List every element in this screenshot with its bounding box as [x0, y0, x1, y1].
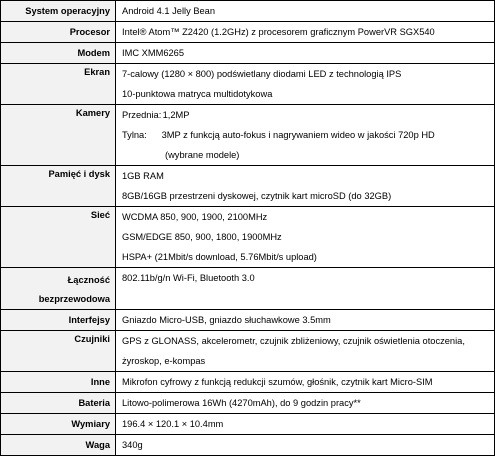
- table-row: [1, 1, 495, 22]
- value-line: HSPA+ (21Mbit/s download, 5.76Mbit/s upload): [122, 252, 317, 262]
- row-value: [116, 268, 495, 310]
- value-line: IMC XMM6265: [122, 48, 184, 58]
- row-label: Wymiary: [1, 414, 116, 435]
- row-value: [116, 435, 495, 456]
- camera-rear-key: Tylna:: [122, 130, 147, 140]
- table-row: [1, 268, 495, 310]
- row-label: Bateria: [1, 393, 116, 414]
- value-line: 8GB/16GB przestrzeni dyskowej, czytnik kart microSD (do 32GB): [122, 191, 392, 201]
- camera-rear-value: 3MP z funkcją auto-fokus i nagrywaniem wideo w jakości 720p HD: [161, 130, 435, 140]
- value-line: 340g: [122, 440, 143, 450]
- value-line: 7-calowy (1280 × 800) podświetlany diodami LED z technologią IPS: [122, 69, 402, 79]
- value-line: 196.4 × 120.1 × 10.4mm: [122, 419, 224, 429]
- value-line: GPS z GLONASS, akcelerometr, czujnik zbliżeniowy, czujnik oświetlenia otoczenia,: [122, 336, 465, 346]
- row-value: [116, 331, 495, 372]
- row-value: [116, 393, 495, 414]
- label-line: bezprzewodowa: [38, 294, 110, 304]
- row-value: [116, 414, 495, 435]
- row-value: [116, 64, 495, 105]
- row-label: Inne: [1, 372, 116, 393]
- row-label: [1, 268, 116, 310]
- table-row: [1, 435, 495, 456]
- value-line: Intel® Atom™ Z2420 (1.2GHz) z procesorem graficznym PowerVR SGX540: [122, 27, 435, 37]
- value-line: Gniazdo Micro-USB, gniazdo słuchawkowe 3.5mm: [122, 315, 331, 325]
- table-row: [1, 414, 495, 435]
- table-row: [1, 207, 495, 268]
- table-row: [1, 105, 495, 166]
- row-value: [116, 310, 495, 331]
- row-value: [116, 372, 495, 393]
- row-label: Waga: [1, 435, 116, 456]
- value-line: WCDMA 850, 900, 1900, 2100MHz: [122, 212, 268, 222]
- value-line: 10-punktowa matryca multidotykowa: [122, 89, 273, 99]
- value-line: 1GB RAM: [122, 171, 164, 181]
- table-row: [1, 43, 495, 64]
- row-label: Procesor: [1, 22, 116, 43]
- row-label: Modem: [1, 43, 116, 64]
- row-label: Ekran: [1, 64, 116, 105]
- row-value: [116, 166, 495, 207]
- table-row: [1, 393, 495, 414]
- row-label: Czujniki: [1, 331, 116, 372]
- value-line: GSM/EDGE 850, 900, 1800, 1900MHz: [122, 232, 282, 242]
- row-value: [116, 207, 495, 268]
- row-label: Pamięć i dysk: [1, 166, 116, 207]
- label-line: Łączność: [67, 275, 110, 285]
- row-label: System operacyjny: [1, 1, 116, 22]
- value-line: 802.11b/g/n Wi-Fi, Bluetooth 3.0: [122, 273, 255, 283]
- camera-front-line: [122, 105, 490, 125]
- camera-front-value: 1,2MP: [162, 110, 190, 120]
- table-row: [1, 372, 495, 393]
- value-line: Litowo-polimerowa 16Wh (4270mAh), do 9 godzin pracy**: [122, 398, 361, 408]
- value-line: Mikrofon cyfrowy z funkcją redukcji szumów, głośnik, czytnik kart Micro-SIM: [122, 377, 433, 387]
- table-row: [1, 166, 495, 207]
- row-value: [116, 43, 495, 64]
- camera-rear-note: (wybrane modele): [165, 150, 240, 160]
- table-row: [1, 331, 495, 372]
- row-value: [116, 22, 495, 43]
- row-value: [116, 1, 495, 22]
- value-line: Android 4.1 Jelly Bean: [122, 6, 216, 16]
- row-value: [116, 105, 495, 166]
- value-line: żyroskop, e-kompas: [122, 356, 206, 366]
- table-row: [1, 22, 495, 43]
- table-row: [1, 310, 495, 331]
- row-label: Interfejsy: [1, 310, 116, 331]
- camera-front-key: Przednia:: [122, 110, 162, 120]
- row-label: Sieć: [1, 207, 116, 268]
- row-label: Kamery: [1, 105, 116, 166]
- table-row: [1, 64, 495, 105]
- camera-rear-line: [122, 125, 490, 145]
